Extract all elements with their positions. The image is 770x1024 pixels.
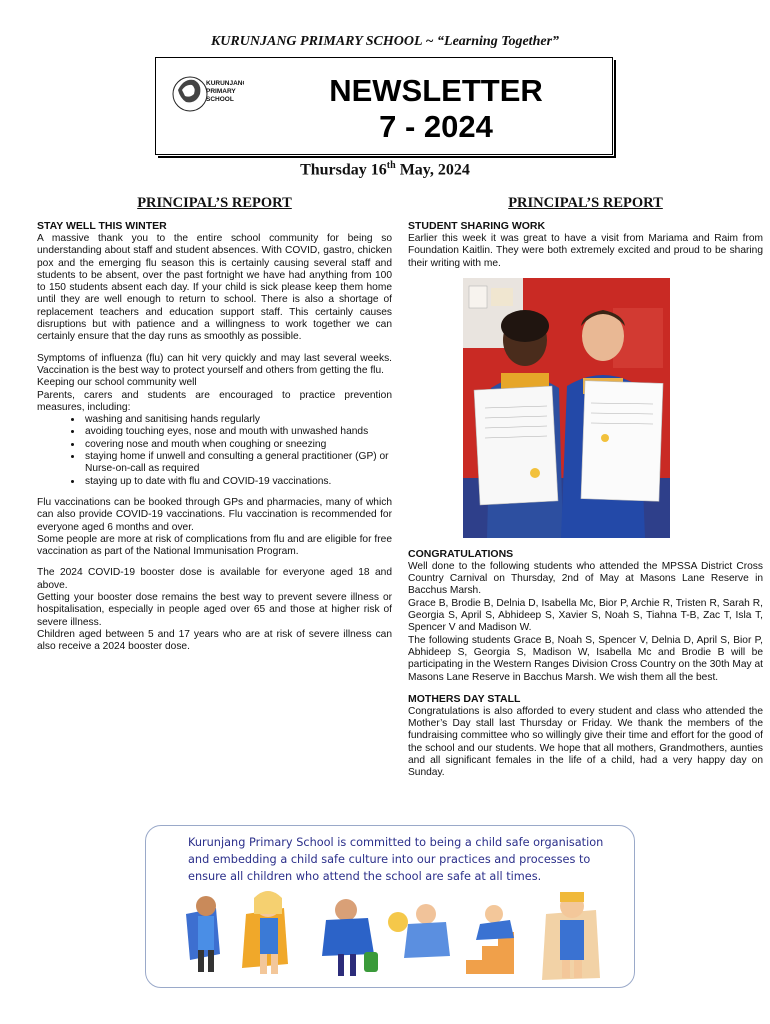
issue-date: Thursday 16th May, 2024: [300, 160, 470, 179]
prevention-list: [37, 414, 392, 488]
division-students-text: The following students Grace B, Noah S, Spencer V, Delnia D, April S, Bior P, Abhideep S, Georgia S, Madison W, Isabella Mc and Brodie B will be participating in the Western Ranges Division Cross Country on the 30th May at Masons Lane Reserve in Bacchus Marsh. We wish them all the best.: [408, 634, 763, 683]
stay-well-heading: STAY WELL THIS WINTER: [37, 220, 167, 232]
right-column-heading: PRINCIPAL’S REPORT: [508, 195, 663, 211]
logo-line3: SCHOOL: [206, 96, 234, 103]
superhero-kid-3: [322, 899, 378, 976]
logo-line1: KURUNJANG: [206, 80, 244, 87]
student-sharing-heading: STUDENT SHARING WORK: [408, 220, 546, 232]
congratulations-text: Well done to the following students who attended the MPSSA District Cross Country Carnival on Thursday, 2nd of May at Masons Lane Reserve in Bacchus Marsh.: [408, 560, 763, 597]
superhero-kid-5: [466, 905, 514, 974]
newsletter-number: 7 - 2024: [379, 109, 493, 144]
newsletter-title-box: [155, 57, 613, 155]
superhero-kid-1: [186, 896, 220, 972]
district-students-text: Grace B, Brodie B, Delnia D, Isabella Mc, Bior P, Archie R, Tristen R, Sarah R, Georgia S, April S, Abhideep S, Xavier S, Noah S, Tiahna T-B, Zac T, Isla T, Spencer V and Madison W.: [408, 597, 763, 634]
children-booster-text: Children aged between 5 and 17 years who are at risk of severe illness can also receive a 2024 booster dose.: [37, 628, 392, 653]
parents-text: Parents, carers and students are encouraged to practice prevention measures, including:: [37, 389, 392, 413]
stay-well-text: A massive thank you to the entire school community for being so understanding about staff and student absences. With COVID, gastro, chicken pox and the emerging flu season this is certainly causing several staff and students to be absent, over the past fortnight we have had anything from 100 to 150 students absent each day. If your child is sick please keep them home until they are well enough to return to school. There is also a shortage of replacement teachers and education support staff. This certainly causes disruptions but with patience and a willingness to work together we can certainly ensure that the day runs as smoothly as possible.: [37, 233, 392, 343]
risk-text: Some people are more at risk of complications from flu and are eligible for free vaccination as part of the National Immunisation Program.: [37, 533, 392, 558]
students-photo: [463, 278, 670, 538]
student-sharing-text: Earlier this week it was great to have a visit from Mariama and Raim from Foundation Kaitlin. They were both extremely excited and proud to be sharing their writing with me.: [408, 233, 763, 269]
superhero-kid-6: [542, 892, 600, 980]
child-safe-line-1: Kurunjang Primary School is committed to being a child safe organisation: [188, 836, 604, 849]
superhero-kid-2: [242, 891, 288, 974]
flu-text: Symptoms of influenza (flu) can hit very quickly and may last several weeks. Vaccination is the best way to protect yourself and others from getting the flu.: [37, 352, 392, 376]
left-column: [37, 195, 392, 654]
mothers-day-heading: MOTHERS DAY STALL: [408, 692, 521, 705]
right-column: [408, 195, 763, 780]
superhero-kid-4: [388, 904, 450, 958]
superhero-kids-illustration: [176, 884, 616, 984]
list-item: • avoiding touching eyes, nose and mouth with unwashed hands: [83, 426, 392, 438]
child-safe-line-3: ensure all children who attend the school are safe at all times.: [188, 870, 542, 883]
getting-booster-text: Getting your booster dose remains the best way to prevent severe illness or hospitalisation, especially in people aged over 65 and those at higher risk of severe illness.: [37, 592, 392, 628]
child-safe-banner: [145, 825, 635, 988]
logo-line2: PRIMARY: [206, 88, 236, 95]
school-logo: [172, 68, 244, 120]
congratulations-heading: CONGRATULATIONS: [408, 547, 514, 560]
school-masthead: KURUNJANG PRIMARY SCHOOL ~ “Learning Together”: [210, 34, 560, 49]
list-item: • covering nose and mouth when coughing or sneezing: [83, 439, 392, 451]
keeping-text: Keeping our school community well: [37, 377, 197, 389]
booster-text: The 2024 COVID-19 booster dose is available for everyone aged 18 and above.: [37, 567, 392, 591]
child-safe-line-2: and embedding a child safe culture into our practices and processes to: [188, 853, 591, 866]
child-safe-statement: [188, 834, 628, 885]
list-item: • staying up to date with flu and COVID-19 vaccinations.: [83, 476, 392, 488]
list-item: • washing and sanitising hands regularly: [83, 414, 392, 426]
vaccination-text: Flu vaccinations can be booked through GPs and pharmacies, many of which can also provide COVID-19 vaccinations. Flu vaccination is recommended for everyone aged 6 months and over.: [37, 496, 392, 533]
mothers-day-text: Congratulations is also afforded to every student and class who attended the Mother’s Day stall last Thursday or Friday. We thank the members of the fundraising committee who so willingly give their time and effort for the good of the school and our students. We hope that all mothers, Grandmothers, aunties and all significant females in the life of a child, had a very happy day on Sunday.: [408, 705, 763, 779]
newsletter-title: NEWSLETTER: [329, 73, 543, 108]
list-item: • staying home if unwell and consulting a general practitioner (GP) or Nurse-on-call as required: [83, 451, 392, 476]
left-column-heading: PRINCIPAL’S REPORT: [137, 195, 292, 211]
